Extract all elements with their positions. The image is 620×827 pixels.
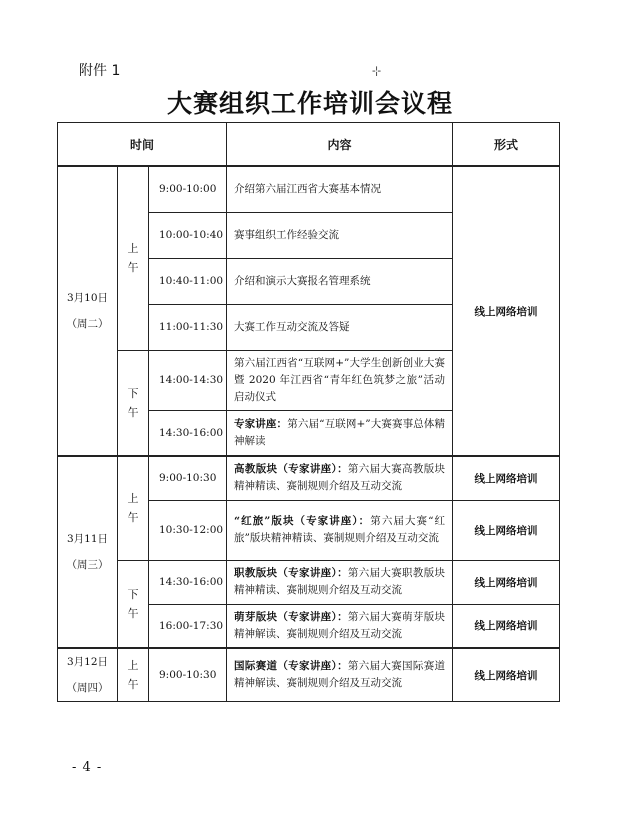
attachment-label: 附件 1 <box>79 63 121 79</box>
content-bold: 职教版块（专家讲座）： <box>234 567 348 579</box>
content-text: 赛事组织工作经验交流 <box>234 228 340 241</box>
time-cell: 14:30-16:00 <box>149 560 227 604</box>
content-cell <box>227 166 453 212</box>
half-am-label: 上午 <box>127 242 139 275</box>
table-row <box>58 456 560 500</box>
time-cell: 10:30-12:00 <box>149 500 227 560</box>
day-date: 3月12日 <box>66 656 109 668</box>
form-cell: 线上网络培训 <box>453 166 560 456</box>
header-row <box>58 123 560 167</box>
content-text: 第六届大赛职教版块精神精读、赛制规则介绍及互动交流 <box>234 567 446 596</box>
content-cell <box>227 304 453 350</box>
time-cell: 9:00-10:00 <box>149 166 227 212</box>
form-cell: 线上网络培训 <box>453 604 560 648</box>
table-row <box>58 648 560 702</box>
half-pm <box>118 350 149 456</box>
form-cell: 线上网络培训 <box>453 500 560 560</box>
half-am-label: 上午 <box>127 659 139 691</box>
content-text: 介绍和演示大赛报名管理系统 <box>234 274 371 287</box>
schedule-table <box>57 122 560 702</box>
content-cell <box>227 350 453 410</box>
table-row <box>58 560 560 604</box>
form-cell: 线上网络培训 <box>453 456 560 500</box>
content-text: 介绍第六届江西省大赛基本情况 <box>234 182 382 195</box>
day-date: 3月10日 <box>66 292 109 304</box>
content-text: 第六届大赛国际赛道精神解读、赛制规则介绍及互动交流 <box>234 660 446 689</box>
content-bold: 专家讲座： <box>234 417 288 430</box>
content-bold: “红旅”版块（专家讲座）： <box>234 515 371 527</box>
content-bold: 高教版块（专家讲座）： <box>234 463 348 476</box>
time-cell: 14:00-14:30 <box>149 350 227 410</box>
half-am <box>118 648 149 702</box>
time-cell: 9:00-10:30 <box>149 456 227 500</box>
content-cell <box>227 560 453 604</box>
half-pm-label: 下午 <box>127 386 139 419</box>
time-cell: 9:00-10:30 <box>149 648 227 702</box>
content-bold: 国际赛道（专家讲座）： <box>234 660 348 672</box>
half-am <box>118 456 149 560</box>
content-cell <box>227 648 453 702</box>
content-text: 第六届江西省“互联网+”大学生创新创业大赛暨 2020 年江西省“青年红色筑梦之旅”活动启动仪式 <box>234 356 446 403</box>
header-time: 时间 <box>58 123 227 167</box>
time-cell: 11:00-11:30 <box>149 304 227 350</box>
content-cell <box>227 212 453 258</box>
header-form: 形式 <box>453 123 560 167</box>
day-weekday: （周二） <box>66 318 109 330</box>
content-text: 大赛工作互动交流及答疑 <box>234 320 350 333</box>
page-marker: -¦- <box>372 64 381 77</box>
day-cell <box>58 166 118 456</box>
document-title: 大赛组织工作培训会议程 <box>166 89 453 118</box>
time-cell: 10:40-11:00 <box>149 258 227 304</box>
content-text: 第六届“互联网+”大赛赛事总体精神解读 <box>234 417 446 447</box>
content-cell <box>227 410 453 456</box>
content-text: 第六届大赛“红旅”版块精神精读、赛制规则介绍及互动交流 <box>234 515 446 544</box>
table-row <box>58 166 560 212</box>
time-cell: 10:00-10:40 <box>149 212 227 258</box>
form-cell: 线上网络培训 <box>453 648 560 702</box>
day-date: 3月11日 <box>66 533 109 545</box>
half-pm <box>118 560 149 648</box>
day-cell <box>58 648 118 702</box>
half-pm-label: 下午 <box>127 587 139 620</box>
time-cell: 14:30-16:00 <box>149 410 227 456</box>
content-text: 第六届大赛萌芽版块精神解读、赛制规则介绍及互动交流 <box>234 610 446 640</box>
header-content: 内容 <box>227 123 453 167</box>
content-text: 第六届大赛高教版块精神精读、赛制规则介绍及互动交流 <box>234 463 446 493</box>
form-cell: 线上网络培训 <box>453 560 560 604</box>
half-am <box>118 166 149 350</box>
day-cell <box>58 456 118 648</box>
day-weekday: （周三） <box>66 559 109 571</box>
half-am-label: 上午 <box>127 492 139 525</box>
content-cell <box>227 456 453 500</box>
content-bold: 萌芽版块（专家讲座）： <box>234 610 348 623</box>
day-weekday: （周四） <box>66 682 109 694</box>
page-number: - 4 - <box>72 760 103 775</box>
content-cell <box>227 604 453 648</box>
content-cell <box>227 500 453 560</box>
content-cell <box>227 258 453 304</box>
time-cell: 16:00-17:30 <box>149 604 227 648</box>
